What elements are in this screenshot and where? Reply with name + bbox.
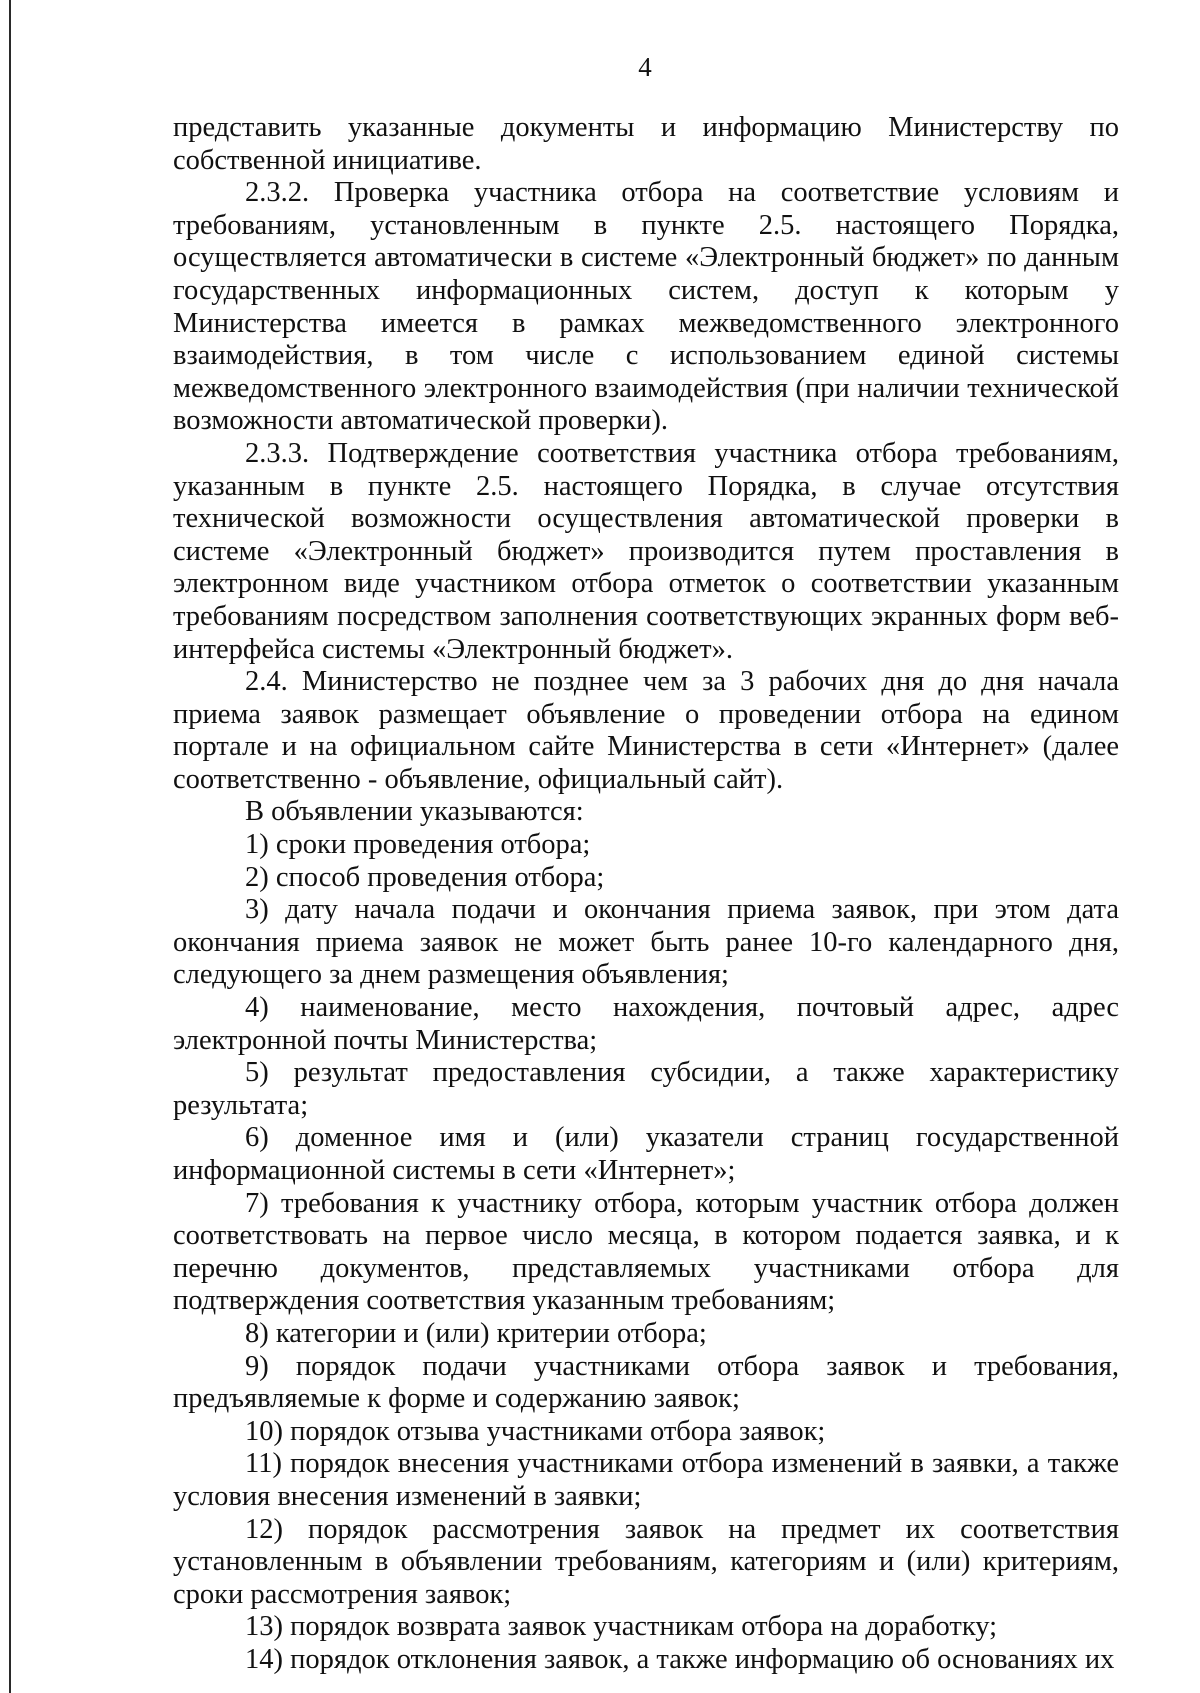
list-item-6: 6) доменное имя и (или) указатели страниц государственной информационной системы в сети «Интернет»; (173, 1122, 1119, 1186)
list-item-14: 14) порядок отклонения заявок, а также информацию об основаниях их (245, 1643, 1115, 1675)
list-item-3: 3) дату начала подачи и окончания приема заявок, при этом дата окончания приема заявок не может быть ранее 10-го календарного дня, следующего за днем размещения объявления; (173, 894, 1119, 991)
list-item-1: 1) сроки проведения отбора; (245, 829, 591, 861)
paragraph-2-3-3: 2.3.3. Подтверждение соответствия участника отбора требованиям, указанным в пункте 2.5. настоящего Порядка, в случае отсутствия технической возможности осуществления автоматической проверки в системе «Электронный бюджет» производится путем проставления в электронном виде участником отбора отметок о соответствии указанным требованиям посредством заполнения соответствующих экранных форм веб-интерфейса системы «Электронный бюджет». (173, 437, 1119, 665)
list-item-7: 7) требования к участнику отбора, которым участник отбора должен соответствовать на первое число месяца, в котором подается заявка, и к перечню документов, представляемых участниками отбора для подтверждения соответствия указанным требованиям; (173, 1187, 1119, 1317)
paragraph-announcement-intro: В объявлении указываются: (245, 796, 584, 828)
list-item-11: 11) порядок внесения участниками отбора изменений в заявки, а также условия внесения изменений в заявки; (173, 1448, 1119, 1512)
list-item-5: 5) результат предоставления субсидии, а также характеристику результата; (173, 1057, 1119, 1121)
scan-edge-line (9, 0, 11, 1693)
list-item-10: 10) порядок отзыва участниками отбора заявок; (245, 1415, 826, 1447)
list-item-8: 8) категории и (или) критерии отбора; (245, 1317, 707, 1349)
list-item-4: 4) наименование, место нахождения, почтовый адрес, адрес электронной почты Министерства; (173, 992, 1119, 1056)
paragraph-continuation: представить указанные документы и информацию Министерству по собственной инициативе. (173, 112, 1119, 176)
page-number: 4 (638, 52, 652, 82)
list-item-2: 2) способ проведения отбора; (245, 861, 605, 893)
paragraph-2-3-2: 2.3.2. Проверка участника отбора на соответствие условиям и требованиям, установленным в пункте 2.5. настоящего Порядка, осуществляется автоматически в системе «Электронный бюджет» по данным государственных информационных систем, доступ к которым у Министерства имеется в рамках межведомственного электронного взаимодействия, в том числе с использованием единой системы межведомственного электронного взаимодействия (при наличии технической возможности автоматической проверки). (173, 177, 1119, 437)
document-body (173, 112, 1119, 1677)
list-item-9: 9) порядок подачи участниками отбора заявок и требования, предъявляемые к форме и содержанию заявок; (173, 1350, 1119, 1415)
paragraph-2-4: 2.4. Министерство не позднее чем за 3 рабочих дня до дня начала приема заявок размещает объявление о проведении отбора на едином портале и на официальном сайте Министерства в сети «Интернет» (далее соответственно - объявление, официальный сайт). (173, 666, 1119, 795)
list-item-13: 13) порядок возврата заявок участникам отбора на доработку; (245, 1611, 998, 1643)
list-item-12: 12) порядок рассмотрения заявок на предмет их соответствия установленным в объявлении требованиям, категориям и (или) критериям, сроки рассмотрения заявок; (173, 1513, 1119, 1610)
